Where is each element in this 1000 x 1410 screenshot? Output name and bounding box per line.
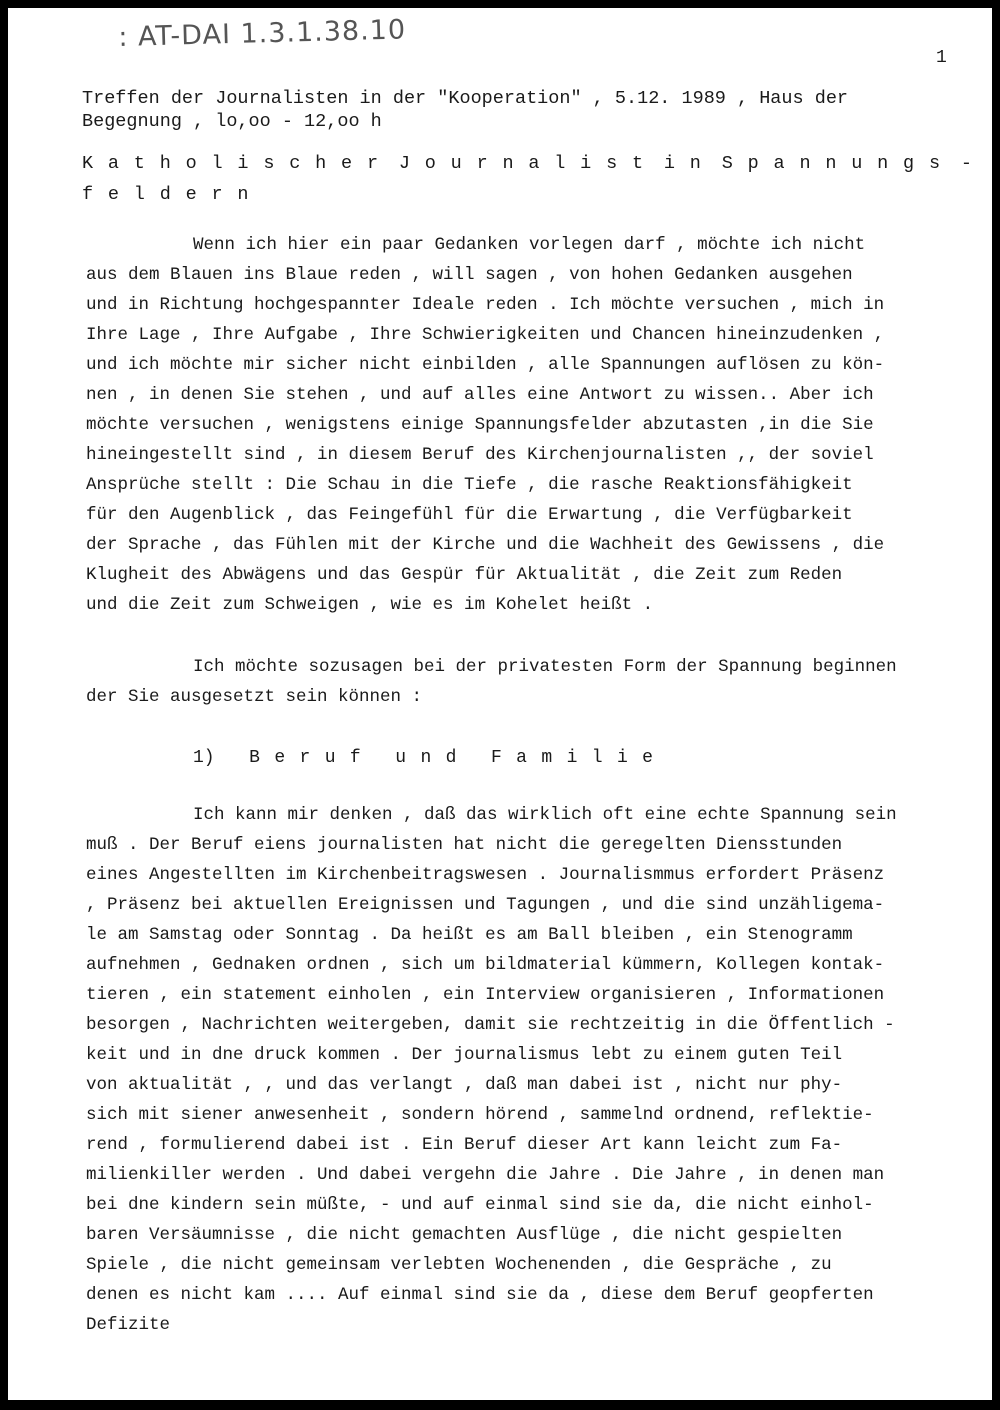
section-title-word: F a m i l i e: [490, 748, 653, 768]
meeting-heading-line-1: Treffen der Journalisten in der "Kooperation" , 5.12. 1989 , Haus der: [82, 88, 849, 109]
paragraph-line: möchte versuchen , wenigstens einige Spannungsfelder abzutasten ,in die Sie: [86, 415, 874, 435]
title-word: J o u r n a l i s t: [398, 153, 644, 174]
section-title-word: B e r u f: [249, 748, 361, 768]
paragraph-line: tieren , ein statement einholen , ein Interview organisieren , Informationen: [86, 985, 885, 1005]
paragraph-line: Spiele , die nicht gemeinsam verlebten Wochenenden , die Gespräche , zu: [86, 1255, 832, 1275]
paragraph-line: muß . Der Beruf eiens journalisten hat nicht die geregelten Diensstunden: [86, 835, 843, 855]
paragraph-line: Ich möchte sozusagen bei der privatesten Form der Spannung beginnen: [193, 657, 897, 677]
paragraph-line: aufnehmen , Gednaken ordnen , sich um bildmaterial kümmern, Kollegen kontak-: [86, 955, 885, 975]
title-word: S p a n n u n g s: [721, 153, 941, 174]
paragraph-line: , Präsenz bei aktuellen Ereignissen und Tagungen , und die sind unzähligema-: [86, 895, 885, 915]
paragraph-line: keit und in dne druck kommen . Der journalismus lebt zu einem guten Teil: [86, 1045, 843, 1065]
paragraph-line: eines Angestellten im Kirchenbeitragswesen . Journalismmus erfordert Präsenz: [86, 865, 885, 885]
paragraph-line: Defizite: [86, 1315, 171, 1335]
document-page: [8, 8, 992, 1400]
paragraph-line: Ich kann mir denken , daß das wirklich oft eine echte Spannung sein: [193, 805, 897, 825]
title-word: -: [960, 153, 972, 174]
page-number: 1: [936, 48, 947, 68]
paragraph-line: aus dem Blauen ins Blaue reden , will sagen , von hohen Gedanken ausgehen: [86, 265, 853, 285]
paragraph-line: Wenn ich hier ein paar Gedanken vorlegen darf , möchte ich nicht: [193, 235, 866, 255]
document-title-line-2: [82, 179, 249, 210]
section-title-word: u n d: [395, 748, 457, 768]
paragraph-line: Klugheit des Abwägens und das Gespür für Aktualität , die Zeit zum Reden: [86, 565, 843, 585]
paragraph-line: hineingestellt sind , in diesem Beruf des Kirchenjournalisten ,, der soviel: [86, 445, 874, 465]
section-number: 1): [193, 748, 215, 768]
paragraph-line: Ansprüche stellt : Die Schau in die Tiefe , die rasche Reaktionsfähigkeit: [86, 475, 853, 495]
paragraph-line: besorgen , Nachrichten weitergeben, damit sie rechtzeitig in die Öffentlich -: [86, 1015, 895, 1035]
paragraph-line: der Sprache , das Fühlen mit der Kirche und die Wachheit des Gewissens , die: [86, 535, 885, 555]
meeting-heading: [82, 87, 972, 133]
paragraph-line: sich mit siener anwesenheit , sondern hörend , sammelnd ordnend, reflektie-: [86, 1105, 874, 1125]
paragraph-line: baren Versäumnisse , die nicht gemachten Ausflüge , die nicht gespielten: [86, 1225, 843, 1245]
title-word: K a t h o l i s c h e r: [82, 153, 379, 174]
paragraph-line: Ihre Lage , Ihre Aufgabe , Ihre Schwierigkeiten und Chancen hineinzudenken ,: [86, 325, 885, 345]
document-title: [82, 148, 982, 210]
document-title-line-1: [82, 148, 972, 179]
section-heading-beruf-und-familie: [193, 743, 653, 773]
paragraph-introduction: [86, 230, 976, 620]
paragraph-line: bei dne kindern sein müßte, - und auf einmal sind sie da, die nicht einhol-: [86, 1195, 874, 1215]
paragraph-line: und ich möchte mir sicher nicht einbilden , alle Spannungen auflösen zu kön-: [86, 355, 885, 375]
paragraph-line: für den Augenblick , das Feingefühl für die Erwartung , die Verfügbarkeit: [86, 505, 853, 525]
paragraph-line: nen , in denen Sie stehen , und auf alles eine Antwort zu wissen.. Aber ich: [86, 385, 874, 405]
archive-signature-handwritten: : AT-DAI 1.3.1.38.10: [118, 14, 407, 53]
paragraph-line: von aktualität , , und das verlangt , daß man dabei ist , nicht nur phy-: [86, 1075, 843, 1095]
paragraph-line: und in Richtung hochgespannter Ideale reden . Ich möchte versuchen , mich in: [86, 295, 885, 315]
paragraph-beruf-und-familie: [86, 800, 976, 1340]
meeting-heading-line-2: Begegnung , lo,oo - 12,oo h: [82, 111, 382, 132]
paragraph-line: der Sie ausgesetzt sein können :: [86, 687, 423, 707]
title-word: i n: [663, 153, 701, 174]
paragraph-transition: [86, 652, 976, 712]
paragraph-line: le am Samstag oder Sonntag . Da heißt es am Ball bleiben , ein Stenogramm: [86, 925, 853, 945]
paragraph-line: rend , formulierend dabei ist . Ein Beruf dieser Art kann leicht zum Fa-: [86, 1135, 843, 1155]
paragraph-line: denen es nicht kam .... Auf einmal sind sie da , diese dem Beruf geopferten: [86, 1285, 874, 1305]
title-word: f e l d e r n: [82, 184, 249, 205]
paragraph-line: milienkiller werden . Und dabei vergehn die Jahre . Die Jahre , in denen man: [86, 1165, 885, 1185]
paragraph-line: und die Zeit zum Schweigen , wie es im Kohelet heißt .: [86, 595, 654, 615]
